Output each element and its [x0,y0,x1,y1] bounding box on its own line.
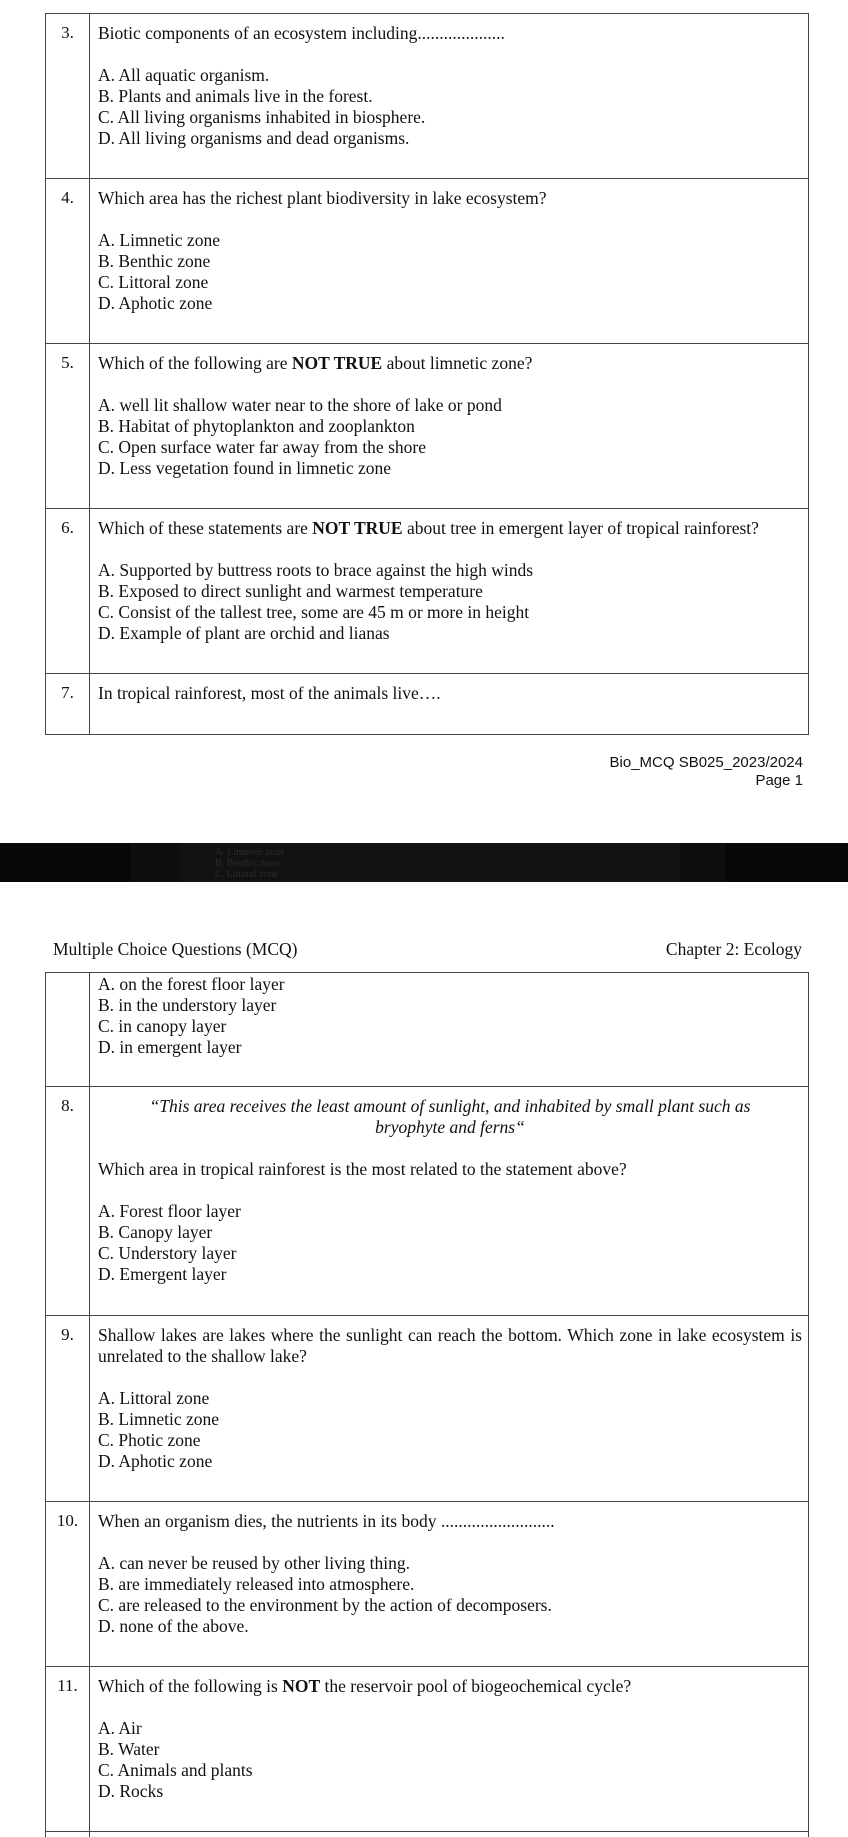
emphasis: NOT TRUE [291,353,383,373]
option-b: B. Canopy layer [98,1222,213,1242]
option-b: B. Benthic zone [98,251,211,271]
question-row-5 [46,344,809,509]
page-divider [0,843,848,882]
option-c: C. Consist of the tallest tree, some are 45 m or more in height [98,602,530,622]
question-row-10 [46,1502,809,1667]
option-b: B. Limnetic zone [98,1409,220,1429]
question-row-next [46,1832,809,1837]
option-d: D. none of the above. [98,1616,249,1636]
option-c: C. All living organisms inhabited in biosphere. [98,107,426,127]
question-row-6 [46,509,809,674]
option-a: A. well lit shallow water near to the shore of lake or pond [98,395,502,415]
question-number: 4. [46,179,90,344]
question-number: 10. [46,1502,90,1667]
option-d: D. Aphotic zone [98,293,213,313]
option-a: A. can never be reused by other living thing. [98,1553,410,1573]
chapter-title: Chapter 2: Ecology [665,939,802,959]
option-d: D. Rocks [98,1781,164,1801]
question-stem: Which area in tropical rainforest is the most related to the statement above? [98,1159,627,1179]
question-stem: When an organism dies, the nutrients in its body .......................... [98,1511,555,1531]
question-row-7-continued [46,973,809,1087]
option-c: C. Open surface water far away from the shore [98,437,426,457]
option-b: B. Water [98,1739,160,1759]
document-header-title: Multiple Choice Questions (MCQ) [53,939,298,959]
option-a: A. All aquatic organism. [98,65,270,85]
question-number: 8. [46,1087,90,1316]
option-d: D. Example of plant are orchid and lianas [98,623,390,643]
option-a: A. Supported by buttress roots to brace against the high winds [98,560,534,580]
option-d: D. Emergent layer [98,1264,227,1284]
bleed-through-text: A. Limnetic zone B. Benthic zone C. Littoral zone [215,847,285,880]
option-c: C. Littoral zone [98,272,209,292]
option-a: A. Air [98,1718,142,1738]
question-stem: Which of these statements are NOT TRUE about tree in emergent layer of tropical rainforest? [98,518,759,538]
question-stem: Biotic components of an ecosystem including.................... [98,23,505,43]
question-stem: In tropical rainforest, most of the animals live…. [98,683,441,703]
option-c: C. in canopy layer [98,1016,227,1036]
question-stem: Which area has the richest plant biodiversity in lake ecosystem? [98,188,547,208]
question-row-4 [46,179,809,344]
page-number: Page 1 [755,772,803,789]
question-number: 3. [46,14,90,179]
question-row-11 [46,1667,809,1832]
question-stem: Which of the following is NOT the reservoir pool of biogeochemical cycle? [98,1676,632,1696]
option-b: B. in the understory layer [98,995,277,1015]
option-c: C. Animals and plants [98,1760,253,1780]
question-row-8 [46,1087,809,1316]
question-number: 9. [46,1316,90,1502]
page-1 [0,0,848,843]
option-b: B. Plants and animals live in the forest. [98,86,373,106]
question-stem: Shallow lakes are lakes where the sunlight can reach the bottom. Which zone in lake ecosystem is unrelated to the shallow lake? [98,1325,802,1366]
question-row-7 [46,674,809,735]
question-stem: Which of the following are NOT TRUE about limnetic zone? [98,353,533,373]
option-c: C. Photic zone [98,1430,201,1450]
quoted-statement: “This area receives the least amount of sunlight, and inhabited by small plant such as bryophyte and ferns“ [149,1096,751,1137]
option-b: B. Habitat of phytoplankton and zooplankton [98,416,415,436]
option-d: D. All living organisms and dead organisms. [98,128,410,148]
emphasis: NOT [282,1676,321,1696]
question-number: 11. [46,1667,90,1832]
document-code: Bio_MCQ SB025_2023/2024 [609,754,803,771]
option-d: D. Aphotic zone [98,1451,213,1471]
option-b: B. are immediately released into atmosphere. [98,1574,415,1594]
option-b: B. Exposed to direct sunlight and warmest temperature [98,581,483,601]
question-number: 6. [46,509,90,674]
question-row-3 [46,14,809,179]
option-a: A. Forest floor layer [98,1201,241,1221]
option-a: A. Limnetic zone [98,230,220,250]
option-c: C. are released to the environment by the action of decomposers. [98,1595,552,1615]
question-table-page-2 [45,972,809,1837]
emphasis: NOT TRUE [312,518,403,538]
question-table-page-1 [45,13,809,735]
option-a: A. on the forest floor layer [98,974,285,994]
question-row-9 [46,1316,809,1502]
option-d: D. Less vegetation found in limnetic zone [98,458,392,478]
page-footer [610,754,803,790]
question-number: 7. [46,674,90,735]
option-d: D. in emergent layer [98,1037,242,1057]
option-c: C. Understory layer [98,1243,237,1263]
option-a: A. Littoral zone [98,1388,210,1408]
question-number: 5. [46,344,90,509]
